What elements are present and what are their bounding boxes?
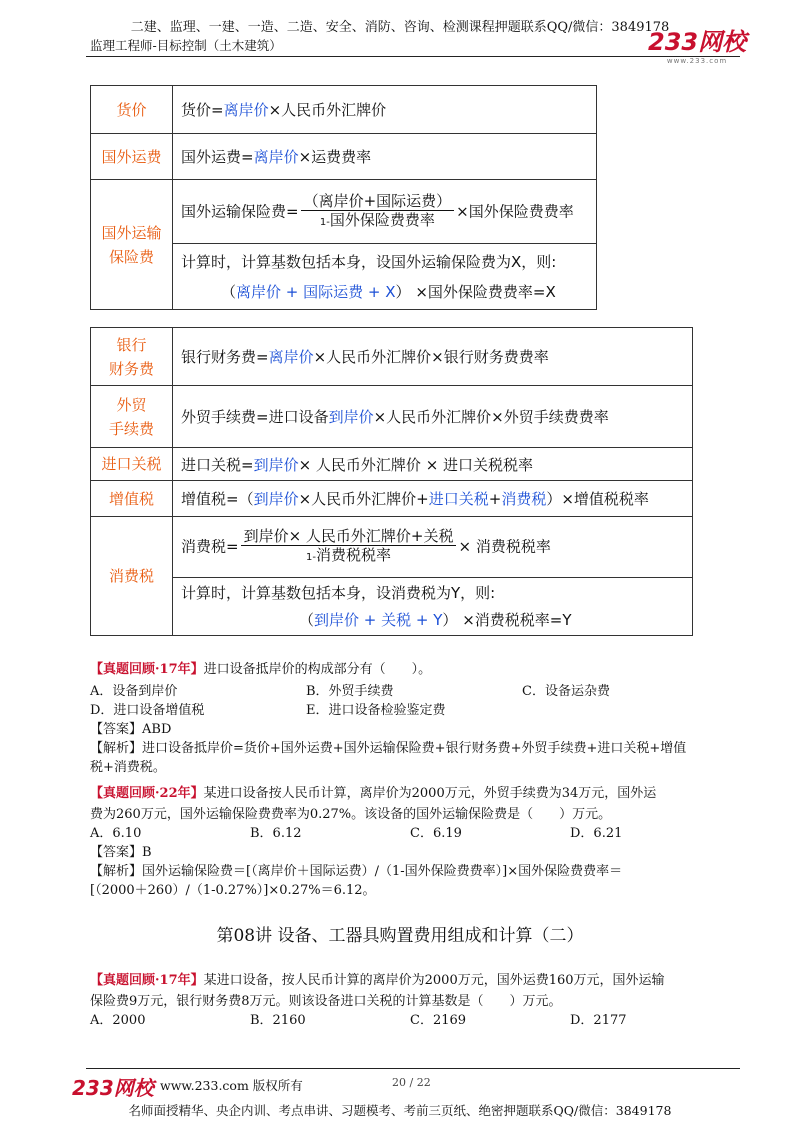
question-3 — [90, 971, 750, 990]
footer-logo: 233网校 — [72, 1076, 154, 1100]
q1-option-d: D．进口设备增值税 — [90, 703, 205, 718]
q1-analysis-line-2: 税+消费税。 — [90, 760, 166, 775]
formula-foreign-freight: 国外运费=离岸价×运费费率 — [173, 134, 597, 180]
question-2 — [90, 784, 750, 803]
row-import-duty — [91, 448, 693, 481]
section-title: 第08讲 设备、工器具购置费用组成和计算（二） — [216, 926, 584, 946]
row-insurance-formula — [91, 180, 597, 244]
formula-goods-price: 货价=离岸价×人民币外汇牌价 — [173, 86, 597, 134]
q3-option-b: B．2160 — [250, 1013, 306, 1028]
question-1 — [90, 660, 750, 679]
label-bank-fee: 银行 财务费 — [91, 328, 173, 386]
q2-option-b: B．6.12 — [250, 826, 302, 841]
formula-import-duty: 进口关税=到岸价× 人民币外汇牌价 × 进口关税税率 — [173, 448, 693, 481]
question-3-tag: 【真题回顾·17年】 — [90, 973, 204, 988]
q2-answer: 【答案】B — [90, 845, 152, 860]
q1-option-e: E．进口设备检验鉴定费 — [306, 703, 446, 718]
question-3-stem-2: 保险费9万元，银行财务费8万元。则该设备进口关税的计算基数是（ ）万元。 — [90, 994, 562, 1009]
q1-analysis-line-1: 【解析】进口设备抵岸价=货价+国外运费+国外运输保险费+银行财务费+外贸手续费+进口关税+增值 — [90, 741, 687, 756]
insurance-note: 计算时，计算基数包括本身，设国外运输保险费为X，则: （离岸价 + 国际运费 + X） ×国外保险费费率=X — [173, 244, 597, 310]
q2-analysis-line-2: [（2000＋260）/（1-0.27%）]×0.27%＝6.12。 — [90, 883, 376, 898]
question-2-stem-1: 某进口设备按人民币计算，离岸价为2000万元，外贸手续费为34万元，国外运 — [203, 786, 657, 801]
header-line-2: 监理工程师-目标控制（土木建筑） — [90, 38, 282, 53]
q2-option-a: A．6.10 — [90, 826, 142, 841]
label-foreign-freight: 国外运费 — [91, 134, 173, 180]
row-foreign-freight — [91, 134, 597, 180]
label-goods-price: 货价 — [91, 86, 173, 134]
label-vat: 增值税 — [91, 481, 173, 517]
question-1-tag: 【真题回顾·17年】 — [90, 662, 204, 677]
q3-option-c: C．2169 — [410, 1013, 467, 1028]
formula-consumption-tax: 消费税= $\frac{\text{到岸价× 人民币外汇牌价+关税}}{\text{1-消费税税率}}$ × 消费税税率 — [173, 517, 693, 578]
header-line-1: 二建、监理、一建、一造、二造、安全、消防、咨询、检测课程押题联系QQ/微信：3849178 — [130, 20, 670, 35]
consumption-note: 计算时，计算基数包括本身，设消费税为Y，则: （到岸价 + 关税 + Y） ×消费税税率=Y — [173, 578, 693, 636]
footer-site: www.233.com 版权所有 — [160, 1078, 303, 1093]
label-insurance: 国外运输 保险费 — [91, 180, 173, 310]
formula-vat: 增值税=（到岸价×人民币外汇牌价+进口关税+消费税）×增值税税率 — [173, 481, 693, 517]
q3-option-a: A．2000 — [90, 1013, 146, 1028]
q2-analysis-line-1: 【解析】国外运输保险费＝[（离岸价＋国际运费）/（1-国外保险费费率）]×国外保险费费率＝ — [90, 864, 623, 879]
q2-option-c: C．6.19 — [410, 826, 462, 841]
label-import-duty: 进口关税 — [91, 448, 173, 481]
row-trade-fee — [91, 386, 693, 448]
q1-option-c: C．设备运杂费 — [522, 684, 610, 699]
header-rule — [86, 56, 740, 57]
formula-bank-fee: 银行财务费=离岸价×人民币外汇牌价×银行财务费费率 — [173, 328, 693, 386]
row-vat — [91, 481, 693, 517]
row-bank-fee — [91, 328, 693, 386]
row-consumption-tax — [91, 517, 693, 578]
insurance-fraction: $\frac{\text{（离岸价+国际运费）}}{\text{1-国外保险费费率}}$ — [301, 192, 455, 232]
formula-insurance: 国外运输保险费= $\frac{\text{（离岸价+国际运费）}}{\text{1-国外保险费费率}}$ ×国外保险费费率 — [173, 180, 597, 244]
q1-option-b: B．外贸手续费 — [306, 684, 394, 699]
header-logo: 233网校 www.233.com — [648, 28, 747, 65]
row-goods-price — [91, 86, 597, 134]
row-consumption-note — [91, 578, 693, 636]
footer-line-2: 名师面授精华、央企内训、考点串讲、习题模考、考前三页纸、绝密押题联系QQ/微信：3849178 — [128, 1103, 672, 1118]
label-consumption-tax: 消费税 — [91, 517, 173, 636]
question-2-tag: 【真题回顾·22年】 — [90, 786, 204, 801]
fee-table-1 — [90, 85, 597, 310]
page-number: 20 / 22 — [392, 1076, 431, 1089]
q3-option-d: D．2177 — [570, 1013, 627, 1028]
q1-option-a: A．设备到岸价 — [90, 684, 178, 699]
q2-option-d: D．6.21 — [570, 826, 623, 841]
question-1-stem: 进口设备抵岸价的构成部分有（ ）。 — [203, 662, 432, 677]
question-2-stem-2: 费为260万元，国外运输保险费费率为0.27%。该设备的国外运输保险费是（ ）万元。 — [90, 807, 612, 822]
q1-answer: 【答案】ABD — [90, 722, 172, 737]
question-3-stem-1: 某进口设备，按人民币计算的离岸价为2000万元，国外运费160万元，国外运输 — [203, 973, 665, 988]
formula-trade-fee: 外贸手续费=进口设备到岸价×人民币外汇牌价×外贸手续费费率 — [173, 386, 693, 448]
footer-rule — [86, 1068, 740, 1069]
label-trade-fee: 外贸 手续费 — [91, 386, 173, 448]
consumption-tax-fraction: $\frac{\text{到岸价× 人民币外汇牌价+关税}}{\text{1-消费税税率}}$ — [241, 527, 457, 567]
fee-table-2 — [90, 327, 693, 636]
